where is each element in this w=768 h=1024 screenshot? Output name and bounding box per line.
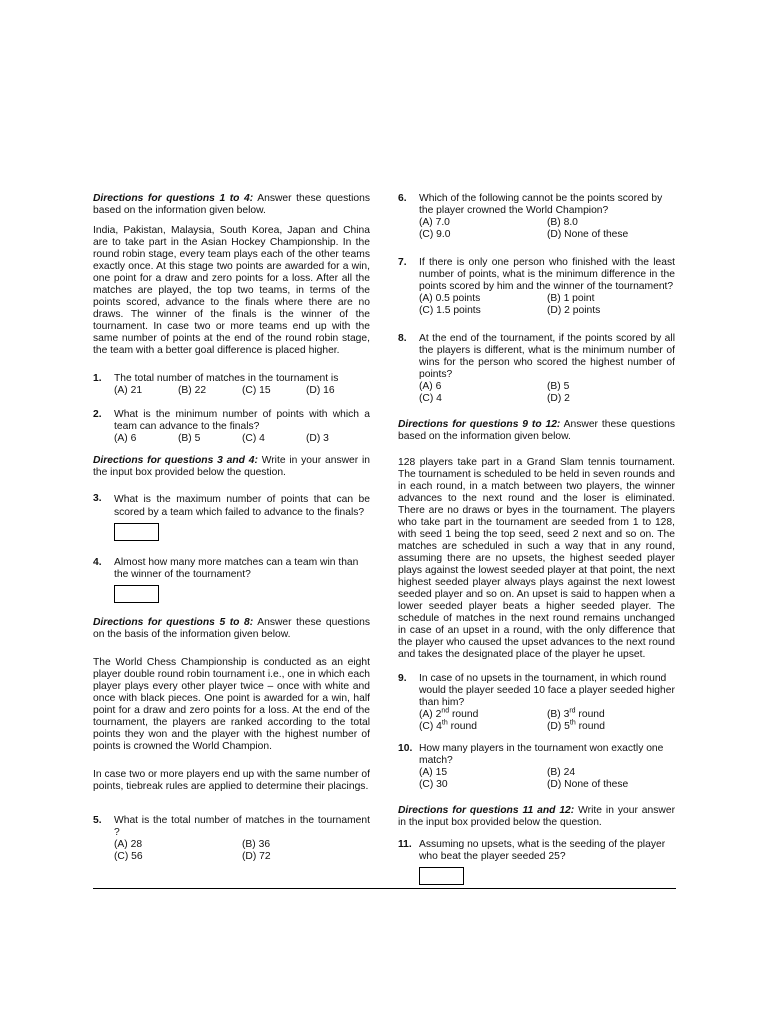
answer-input-box[interactable] bbox=[419, 867, 464, 885]
question-4 bbox=[93, 557, 370, 603]
directions-label: Directions for questions 3 and 4: bbox=[93, 455, 258, 466]
options bbox=[419, 293, 675, 317]
option-b[interactable]: (B) 5 bbox=[178, 433, 201, 444]
question-text: How many players in the tournament won exactly one match? bbox=[419, 743, 664, 766]
question-number: 7. bbox=[398, 257, 407, 268]
question-text: What is the total number of matches in the tournament ? bbox=[114, 815, 370, 838]
option-d[interactable]: (D) 16 bbox=[306, 385, 335, 396]
question-11 bbox=[398, 839, 675, 885]
option-d[interactable]: (D) None of these bbox=[547, 229, 629, 240]
directions-5-8 bbox=[93, 617, 370, 641]
directions-3-4 bbox=[93, 455, 370, 479]
question-number: 11. bbox=[398, 839, 412, 850]
directions-11-12 bbox=[398, 805, 675, 829]
options bbox=[114, 385, 370, 397]
option-a[interactable]: (A) 0.5 points bbox=[419, 293, 481, 304]
answer-input-box[interactable] bbox=[114, 585, 159, 603]
bottom-rule bbox=[93, 888, 676, 889]
option-a[interactable]: (A) 21 bbox=[114, 385, 143, 396]
option-a[interactable]: (A) 15 bbox=[419, 767, 448, 778]
option-c[interactable]: (C) 56 bbox=[114, 851, 143, 862]
ordinal-suffix: nd bbox=[441, 707, 450, 715]
option-b[interactable]: (B) 36 bbox=[242, 839, 271, 850]
question-text: What is the minimum number of points with which a team can advance to the finals? bbox=[114, 409, 370, 432]
options bbox=[114, 839, 370, 863]
directions-text: Answer these questions based on the information given below. bbox=[398, 419, 675, 442]
directions-text: Write in your answer in the input box provided below the question. bbox=[93, 455, 370, 478]
option-d[interactable]: (D) 2 bbox=[547, 393, 570, 404]
options bbox=[114, 433, 370, 445]
option-text: round bbox=[449, 709, 479, 720]
ordinal-suffix: rd bbox=[569, 707, 576, 715]
option-text: round bbox=[447, 721, 477, 732]
option-b[interactable]: (B) 1 point bbox=[547, 293, 595, 304]
option-c[interactable]: (C) 9.0 bbox=[419, 229, 451, 240]
directions-label: Directions for questions 9 to 12: bbox=[398, 419, 561, 430]
question-5 bbox=[93, 815, 370, 863]
passage-tennis: 128 players take part in a Grand Slam tennis tournament. The tournament is scheduled to be held in seven rounds and in each round, in a match between two players, the winner advances to the next round and the loser is eliminated. There are no draws or byes in the tournament. The players who take part in the tournament are seeded from 1 to 128, with seed 1 being the top seed, seed 2 next and so on. The matches are scheduled in such a way that in any round, assuming there are no upsets, the highest seeded player plays against the lowest seeded player at that point, the next highest seeded player always plays against the next lowest seeded player and so on. An upset is said to happen when a lower seeded player beats a higher seeded player. The schedule of matches in the next round remains unchanged in case of an upset in a round, with the only difference that the player who caused the upset advances to the next round and takes the designated place of the player he upset. bbox=[398, 457, 675, 660]
question-number: 5. bbox=[93, 815, 102, 826]
question-9 bbox=[398, 673, 675, 733]
passage-hockey: India, Pakistan, Malaysia, South Korea, Japan and China are to take part in the Asian Hockey Championship. In the round robin stage, every team plays each of the other teams exactly once. At this stage two points are awarded for a win, one point for a draw and zero points for a loss. After all the matches are played, the top two teams, in terms of the points scored, advance to the finals where there are no draws. The winner of the finals is the winner of the tournament. In case two or more teams end up with the same number of points at the end of the round robin stage, the team with a better goal difference is placed higher. bbox=[93, 225, 370, 356]
question-8 bbox=[398, 333, 675, 405]
option-b[interactable]: (B) 8.0 bbox=[547, 217, 578, 228]
question-3 bbox=[93, 493, 370, 541]
question-6 bbox=[398, 193, 675, 241]
option-b[interactable]: (B) 22 bbox=[178, 385, 207, 396]
option-text: (C) 4 bbox=[419, 721, 442, 732]
question-2 bbox=[93, 409, 370, 445]
ordinal-suffix: th bbox=[441, 719, 448, 727]
ordinal-suffix: th bbox=[569, 719, 576, 727]
passage-chess-tiebreak: In case two or more players end up with the same number of points, tiebreak rules are applied to determine their placings. bbox=[93, 769, 370, 792]
option-d[interactable]: (D) 72 bbox=[242, 851, 271, 862]
option-c[interactable]: (C) 30 bbox=[419, 779, 448, 790]
option-text: round bbox=[575, 721, 605, 732]
passage-chess: The World Chess Championship is conducted as an eight player double round robin tournament i.e., one in which each player plays every other player twice – once with white and once with black pieces. One point is awarded for a win, half point for a draw and zero points for a loss. At the end of the tournament, the players are ranked according to the total points they won and the player with the highest number of points is crowned the World Champion. bbox=[93, 657, 370, 752]
options bbox=[419, 217, 675, 241]
option-text: (B) 3 bbox=[547, 709, 570, 720]
question-number: 3. bbox=[93, 493, 102, 504]
option-d[interactable] bbox=[547, 721, 675, 733]
option-b[interactable] bbox=[547, 709, 675, 721]
question-number: 1. bbox=[93, 373, 102, 384]
directions-text: Write in your answer in the input box provided below the question. bbox=[398, 805, 675, 828]
question-text: At the end of the tournament, if the points scored by all the players is different, what is the minimum number of wins for the person who scored the highest number of points? bbox=[419, 333, 675, 380]
left-column bbox=[93, 193, 370, 863]
option-a[interactable]: (A) 28 bbox=[114, 839, 143, 850]
option-text: (D) 5 bbox=[547, 721, 570, 732]
directions-text: Answer these questions based on the information given below. bbox=[93, 193, 370, 216]
question-text: What is the maximum number of points that can be scored by a team which failed to advance to the finals? bbox=[114, 494, 370, 518]
options bbox=[419, 381, 675, 405]
option-a[interactable] bbox=[419, 709, 547, 721]
directions-1-4 bbox=[93, 193, 370, 217]
option-c[interactable]: (C) 4 bbox=[419, 393, 442, 404]
question-number: 9. bbox=[398, 673, 407, 684]
question-text: Assuming no upsets, what is the seeding of the player who beat the player seeded 25? bbox=[419, 839, 666, 862]
question-number: 2. bbox=[93, 409, 102, 420]
directions-label: Directions for questions 1 to 4: bbox=[93, 193, 254, 204]
option-c[interactable] bbox=[419, 721, 547, 733]
option-b[interactable]: (B) 5 bbox=[547, 381, 570, 392]
question-number: 4. bbox=[93, 557, 102, 568]
option-d[interactable]: (D) 2 points bbox=[547, 305, 601, 316]
directions-label: Directions for questions 5 to 8: bbox=[93, 617, 254, 628]
options bbox=[419, 709, 675, 733]
option-d[interactable]: (D) 3 bbox=[306, 433, 329, 444]
option-b[interactable]: (B) 24 bbox=[547, 767, 576, 778]
question-text: In case of no upsets in the tournament, in which round would the player seeded 10 face a player seeded higher than him? bbox=[419, 673, 675, 708]
answer-input-box[interactable] bbox=[114, 523, 159, 541]
question-1 bbox=[93, 373, 370, 397]
right-column bbox=[398, 193, 675, 885]
option-a[interactable]: (A) 6 bbox=[114, 433, 137, 444]
question-number: 8. bbox=[398, 333, 407, 344]
option-d[interactable]: (D) None of these bbox=[547, 779, 629, 790]
option-c[interactable]: (C) 1.5 points bbox=[419, 305, 481, 316]
option-c[interactable]: (C) 15 bbox=[242, 385, 271, 396]
question-number: 10. bbox=[398, 743, 413, 754]
directions-text: Answer these questions on the basis of the information given below. bbox=[93, 617, 370, 640]
option-a[interactable]: (A) 7.0 bbox=[419, 217, 450, 228]
question-10 bbox=[398, 743, 675, 791]
option-text: round bbox=[575, 709, 605, 720]
options bbox=[419, 767, 675, 791]
option-a[interactable]: (A) 6 bbox=[419, 381, 442, 392]
option-text: (A) 2 bbox=[419, 709, 442, 720]
question-7 bbox=[398, 257, 675, 317]
directions-label: Directions for questions 11 and 12: bbox=[398, 805, 575, 816]
question-text: Almost how many more matches can a team win than the winner of the tournament? bbox=[114, 557, 359, 580]
option-c[interactable]: (C) 4 bbox=[242, 433, 265, 444]
question-text: If there is only one person who finished with the least number of points, what is the minimum difference in the points scored by him and the winner of the tournament? bbox=[419, 257, 675, 292]
directions-9-12 bbox=[398, 419, 675, 443]
question-number: 6. bbox=[398, 193, 407, 204]
question-text: Which of the following cannot be the points scored by the player crowned the World Champion? bbox=[419, 193, 663, 216]
question-text: The total number of matches in the tournament is bbox=[114, 373, 339, 384]
